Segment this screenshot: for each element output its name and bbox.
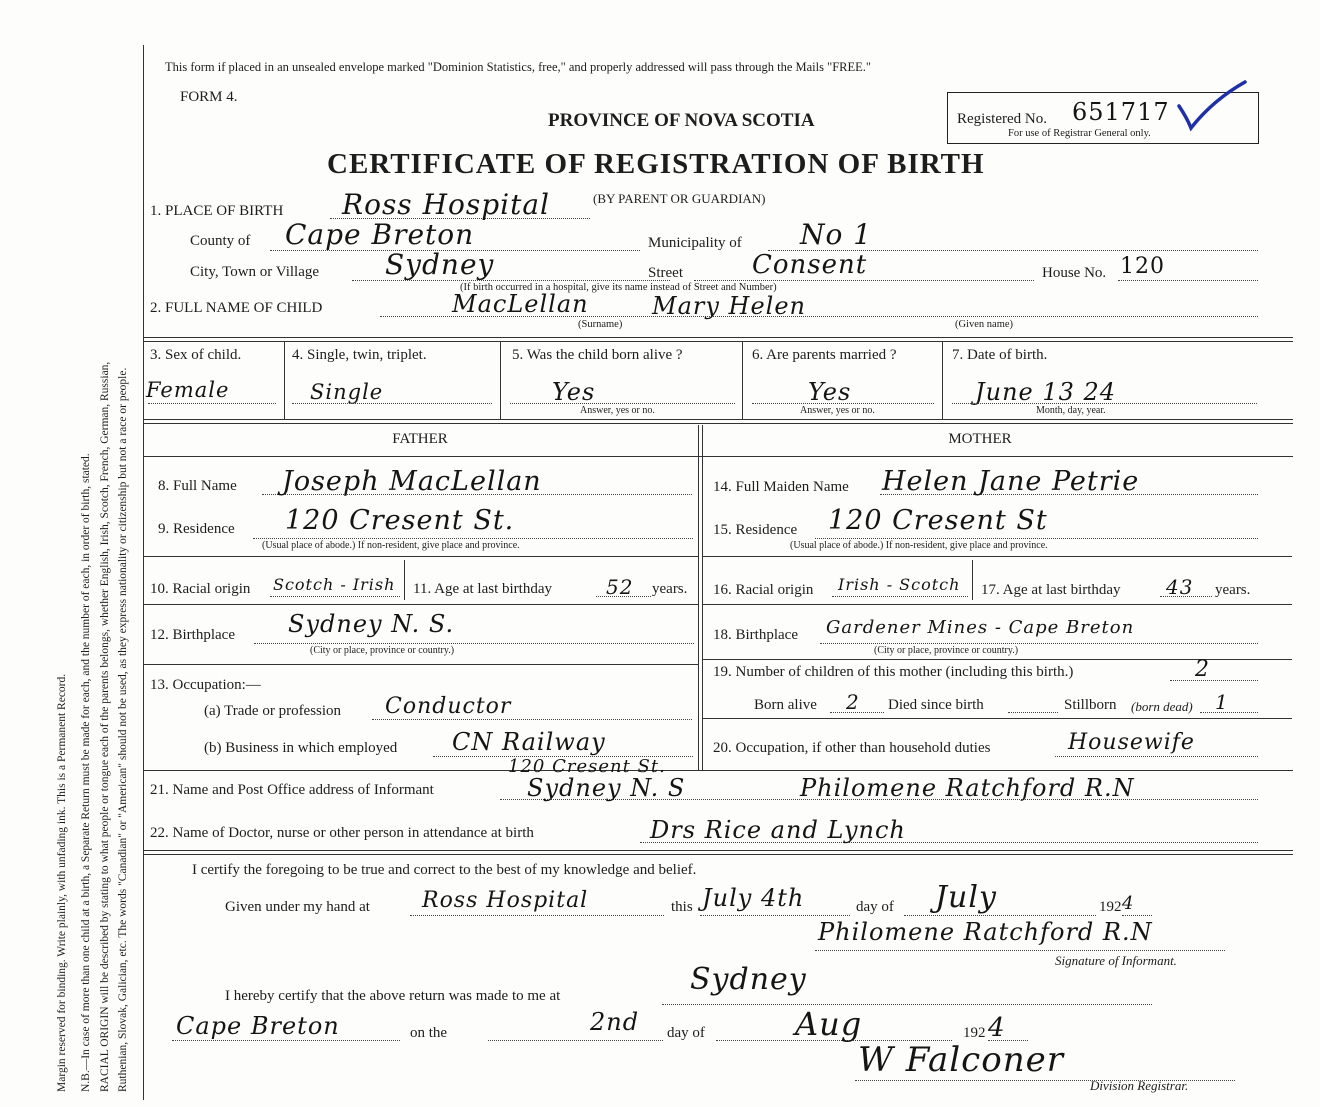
registrar-year-suffix: 4 xyxy=(988,1013,1006,1043)
year-suffix: 4 xyxy=(1122,893,1135,914)
registrar-day-line xyxy=(488,1040,663,1041)
place-of-birth-label: 1. PLACE OF BIRTH xyxy=(150,203,284,219)
street-line xyxy=(694,280,1034,281)
registered-label: Registered No. xyxy=(957,111,1047,127)
month-line xyxy=(904,915,1096,916)
father-birthplace-line xyxy=(254,643,694,644)
date-of-birth-label: 7. Date of birth. xyxy=(952,347,1048,363)
father-age-value: 52 xyxy=(606,575,634,599)
parents-married-label: 6. Are parents married ? xyxy=(752,347,897,363)
sex-label: 3. Sex of child. xyxy=(150,347,242,363)
registrar-year-prefix: 192 xyxy=(963,1025,986,1041)
child-name-label: 2. FULL NAME OF CHILD xyxy=(150,300,323,316)
this-label: this xyxy=(671,899,693,915)
informant-top-rule xyxy=(143,770,1293,771)
father-rule-3 xyxy=(143,664,698,665)
given-place-line xyxy=(410,915,664,916)
signature-caption: Signature of Informant. xyxy=(1055,953,1177,968)
date-of-birth-line xyxy=(952,403,1257,404)
informant-address-line1: 120 Cresent St. xyxy=(508,756,666,777)
mother-children-line xyxy=(1170,680,1258,681)
row3-top-rule xyxy=(143,337,1293,342)
date-of-birth-value: June 13 24 xyxy=(975,378,1117,406)
father-age-unit: years. xyxy=(652,581,688,597)
father-trade-line xyxy=(372,719,692,720)
mail-notice: This form if placed in an unsealed envelope marked "Dominion Statistics, free," and properly addressed will pass through the Mails "FREE." xyxy=(165,60,872,74)
informant-address-line2: Sydney N. S xyxy=(527,774,686,802)
father-business-value: CN Railway xyxy=(452,728,606,756)
row3-divider-1 xyxy=(284,341,285,419)
father-birthplace-value: Sydney N. S. xyxy=(288,610,455,638)
certify-statement: I certify the foregoing to be true and correct to the best of my knowledge and belief. xyxy=(192,862,697,878)
city-label: City, Town or Village xyxy=(190,264,320,280)
mother-birthplace-label: 18. Birthplace xyxy=(713,627,798,643)
mother-rule-4 xyxy=(702,718,1292,719)
place-of-birth-value: Ross Hospital xyxy=(342,188,551,221)
row3-bottom-rule xyxy=(143,419,1293,424)
born-alive-line xyxy=(510,403,735,404)
mother-died-label: Died since birth xyxy=(888,697,984,713)
registered-number: 651717 xyxy=(1072,98,1170,126)
mother-racial-line xyxy=(832,596,968,597)
registrar-signature: W Falconer xyxy=(858,1040,1064,1080)
doctor-label: 22. Name of Doctor, nurse or other person in attendance at birth xyxy=(150,825,534,841)
house-number-value: 120 xyxy=(1120,254,1165,279)
row3-divider-4 xyxy=(942,341,943,419)
father-rule-2 xyxy=(143,604,698,605)
mother-rule-1 xyxy=(702,556,1292,557)
mother-heading: MOTHER xyxy=(948,431,1012,447)
mother-name-value: Helen Jane Petrie xyxy=(882,466,1140,497)
father-residence-line xyxy=(253,538,693,539)
year-line xyxy=(1122,915,1152,916)
mother-children-label: 19. Number of children of this mother (including this birth.) xyxy=(713,664,1074,680)
certificate-subtitle: (BY PARENT OR GUARDIAN) xyxy=(593,191,766,206)
father-occupation-label: 13. Occupation:— xyxy=(150,677,261,693)
sex-value: Female xyxy=(146,378,230,402)
father-residence-label: 9. Residence xyxy=(158,521,235,537)
municipality-label: Municipality of xyxy=(648,235,742,251)
signature-line xyxy=(815,950,1225,951)
registrar-note: For use of Registrar General only. xyxy=(1008,128,1151,139)
father-racial-divider xyxy=(404,560,405,600)
doctor-value: Drs Rice and Lynch xyxy=(650,816,906,844)
margin-note-nationality: Ruthenian, Slovak, Galician, etc. The words "Canadian" or "American" should not be used, as they express nationality or citizenship but not a race or people. xyxy=(117,367,129,1092)
informant-signature: Philomene Ratchford R.N xyxy=(818,918,1153,946)
county-value: Cape Breton xyxy=(285,218,475,251)
city-value: Sydney xyxy=(385,248,495,281)
mother-birthplace-value: Gardener Mines - Cape Breton xyxy=(826,617,1135,638)
born-alive-caption: Answer, yes or no. xyxy=(580,405,655,416)
house-number-label: House No. xyxy=(1042,265,1107,281)
given-month-value: July xyxy=(935,880,997,915)
certify-top-rule xyxy=(143,850,1293,855)
given-name-caption: (Given name) xyxy=(955,319,1014,330)
margin-note-binding: Margin reserved for binding. Write plainly, with unfading ink. This is a Permanent Record. xyxy=(56,673,68,1092)
mother-occupation-label: 20. Occupation, if other than household duties xyxy=(713,740,991,756)
registrar-month-value: Aug xyxy=(795,1005,863,1043)
mother-residence-caption: (Usual place of abode.) If non-resident, give place and province. xyxy=(790,540,1048,551)
day-of-label: day of xyxy=(856,899,894,915)
house-number-line xyxy=(1118,280,1258,281)
margin-note-racial-origin: RACIAL ORIGIN will be described by stating to what people or tongue each of the parents belongs, whether English, Irish, Scotch, French, German, Russian, xyxy=(99,361,111,1092)
parents-married-value: Yes xyxy=(808,378,852,406)
registrar-day-of-label: day of xyxy=(667,1025,705,1041)
sex-line xyxy=(148,403,276,404)
parents-married-caption: Answer, yes or no. xyxy=(800,405,875,416)
mother-name-label: 14. Full Maiden Name xyxy=(713,479,849,495)
street-label: Street xyxy=(648,265,683,281)
mother-age-unit: years. xyxy=(1215,582,1251,598)
mother-age-label: 17. Age at last birthday xyxy=(981,582,1121,598)
mother-stillborn-line xyxy=(1200,712,1258,713)
county-label: County of xyxy=(190,233,251,249)
surname-caption: (Surname) xyxy=(578,319,623,330)
parents-married-line xyxy=(752,403,934,404)
hospital-note: (If birth occurred in a hospital, give its name instead of Street and Number) xyxy=(460,282,777,293)
mother-residence-label: 15. Residence xyxy=(713,522,798,538)
mother-occupation-line xyxy=(1055,756,1258,757)
given-place-value: Ross Hospital xyxy=(422,888,589,913)
mother-died-line xyxy=(1008,712,1058,713)
plurality-line xyxy=(292,403,492,404)
row3-divider-2 xyxy=(500,341,501,419)
given-under-label: Given under my hand at xyxy=(225,899,370,915)
mother-residence-value: 120 Cresent St xyxy=(828,505,1048,536)
year-prefix: 192 xyxy=(1099,899,1122,915)
mother-stillborn-note: (born dead) xyxy=(1131,699,1193,714)
father-trade-value: Conductor xyxy=(385,694,512,719)
street-value: Consent xyxy=(752,250,868,280)
certificate-title: CERTIFICATE OF REGISTRATION OF BIRTH xyxy=(327,148,985,180)
child-given-name: Mary Helen xyxy=(652,292,807,320)
father-business-label: (b) Business in which employed xyxy=(204,740,398,756)
father-racial-line xyxy=(270,596,400,597)
mother-racial-value: Irish - Scotch xyxy=(838,575,961,594)
father-name-label: 8. Full Name xyxy=(158,478,237,494)
mother-children-value: 2 xyxy=(1195,657,1210,682)
registrar-day-value: 2nd xyxy=(590,1008,640,1036)
mother-racial-divider xyxy=(972,560,973,600)
mother-occupation-value: Housewife xyxy=(1068,730,1195,755)
father-residence-caption: (Usual place of abode.) If non-resident, give place and province. xyxy=(262,540,520,551)
mother-born-alive-value: 2 xyxy=(846,690,860,714)
registrar-place-line xyxy=(662,1004,1152,1005)
day-line xyxy=(700,915,850,916)
mother-birthplace-caption: (City or place, province or country.) xyxy=(874,645,1019,656)
mother-racial-label: 16. Racial origin xyxy=(713,582,814,598)
registrar-on-label: on the xyxy=(410,1025,448,1041)
mother-age-value: 43 xyxy=(1166,575,1194,599)
child-surname: MacLellan xyxy=(452,290,589,318)
parent-heading-rule xyxy=(143,456,1293,457)
mother-born-alive-label: Born alive xyxy=(754,697,817,713)
given-day-value: July 4th xyxy=(702,884,805,912)
registrar-county-line xyxy=(172,1040,400,1041)
father-birthplace-label: 12. Birthplace xyxy=(150,627,235,643)
registrar-county-value: Cape Breton xyxy=(176,1012,340,1040)
checkmark-icon xyxy=(1175,78,1250,134)
mother-stillborn-label: Stillborn xyxy=(1064,697,1117,713)
registrar-place-value: Sydney xyxy=(690,962,807,997)
father-name-value: Joseph MacLellan xyxy=(282,466,542,497)
mother-residence-line xyxy=(815,538,1258,539)
date-of-birth-caption: Month, day, year. xyxy=(1036,405,1106,416)
father-age-label: 11. Age at last birthday xyxy=(413,581,552,597)
municipality-value: No 1 xyxy=(800,218,873,251)
father-residence-value: 120 Cresent St. xyxy=(285,505,515,536)
form-number: FORM 4. xyxy=(180,89,238,105)
plurality-value: Single xyxy=(310,380,384,404)
father-rule-1 xyxy=(143,556,698,557)
mother-rule-2 xyxy=(702,604,1292,605)
mother-birthplace-line xyxy=(820,643,1258,644)
father-heading: FATHER xyxy=(392,431,448,447)
registrar-statement: I hereby certify that the above return was made to me at xyxy=(225,988,561,1004)
plurality-label: 4. Single, twin, triplet. xyxy=(292,347,427,363)
row3-divider-3 xyxy=(742,341,743,419)
father-racial-label: 10. Racial origin xyxy=(150,581,251,597)
left-border xyxy=(143,45,144,1100)
province-heading: PROVINCE OF NOVA SCOTIA xyxy=(548,110,815,131)
born-alive-label: 5. Was the child born alive ? xyxy=(512,347,683,363)
father-racial-value: Scotch - Irish xyxy=(273,575,396,594)
informant-name: Philomene Ratchford R.N xyxy=(800,774,1135,802)
father-birthplace-caption: (City or place, province or country.) xyxy=(310,645,455,656)
born-alive-value: Yes xyxy=(552,378,596,406)
registrar-caption: Division Registrar. xyxy=(1090,1078,1189,1093)
margin-note-multiple-births: N.B.—In case of more than one child at a birth, a Separate Return must be made for each, and the number of each, in order of birth, stated. xyxy=(80,453,92,1092)
father-trade-label: (a) Trade or profession xyxy=(204,703,342,719)
mother-stillborn-value: 1 xyxy=(1215,690,1229,714)
informant-label: 21. Name and Post Office address of Informant xyxy=(150,782,434,798)
